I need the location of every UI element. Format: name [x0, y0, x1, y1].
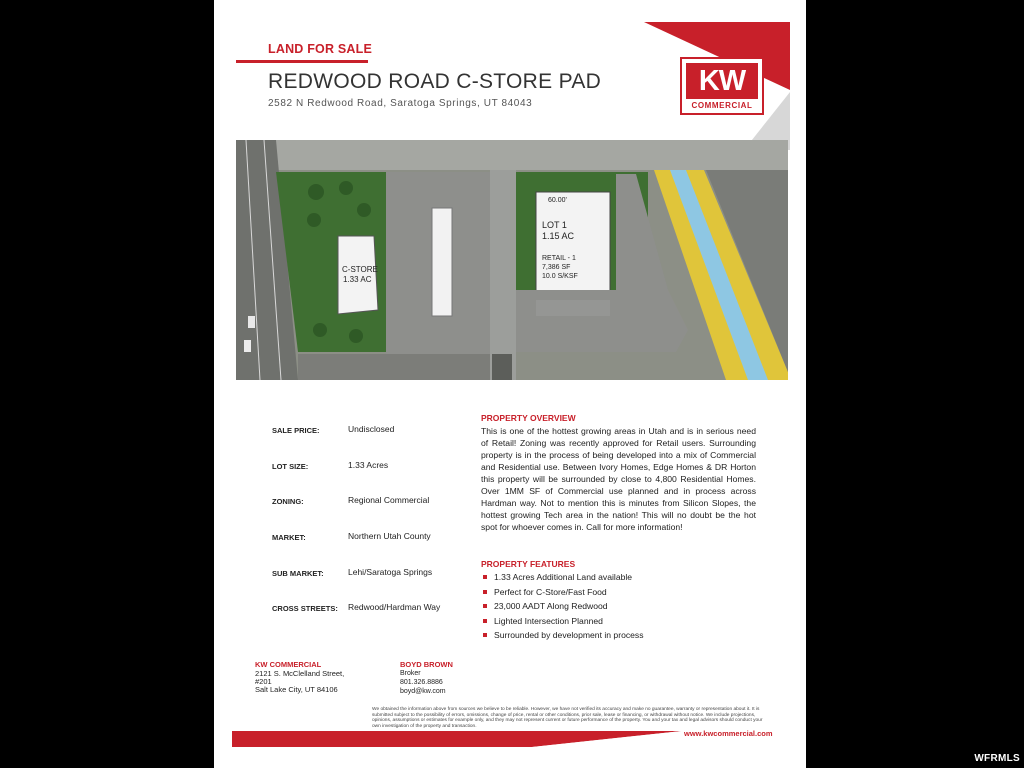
broker-phone[interactable]: 801.326.8886 [400, 679, 443, 686]
feature-item [482, 601, 644, 616]
overview-text: This is one of the hottest growing areas in Utah and is in serious need of Retail! Zoning was recently approved for Retail users. Surrounding property is in the process of being developed into a mix of Commercial and Residential use. Between Ivory Homes, Edge Homes & DR Horton this property will be surrounded by close to 4,800 Residential Homes. Over 1MM SF of Commercial use planned and in process across Hardman way. Not to mention this is minutes from Silicon Slopes, the hottest growing Tech area in the nation! This will no doubt be the hot spot for whoever comes in. Call for more information! [481, 426, 756, 532]
retail-sf: 7,386 SF [542, 264, 571, 271]
detail-row [272, 424, 512, 438]
feature-item [482, 587, 644, 602]
bullet-icon [483, 604, 487, 608]
detail-row [272, 495, 512, 509]
bullet-icon [483, 633, 487, 637]
cstore-label: C-STORE [342, 265, 378, 274]
bullet-icon [483, 575, 487, 579]
detail-row [272, 567, 512, 581]
detail-label: CROSS STREETS: [272, 604, 338, 613]
detail-label: MARKET: [272, 533, 306, 542]
bullet-icon [483, 619, 487, 623]
width-dimension: 60.00' [548, 197, 567, 204]
detail-label: SUB MARKET: [272, 569, 324, 578]
overview-heading: PROPERTY OVERVIEW [481, 413, 576, 423]
feature-text: Surrounded by development in process [494, 630, 644, 640]
detail-value: 1.33 Acres [348, 460, 389, 470]
detail-label: SALE PRICE: [272, 426, 320, 435]
website-link[interactable]: www.kwcommercial.com [684, 729, 773, 738]
detail-label: LOT SIZE: [272, 462, 309, 471]
detail-value: Undisclosed [348, 424, 395, 434]
broker-email[interactable]: boyd@kw.com [400, 688, 446, 695]
feature-text: Lighted Intersection Planned [494, 615, 603, 626]
bullet-icon [483, 590, 487, 594]
lot-acres: 1.15 AC [542, 231, 575, 241]
detail-label: ZONING: [272, 497, 304, 506]
feature-text: 1.33 Acres Additional Land available [494, 572, 633, 582]
property-title: REDWOOD ROAD C-STORE PAD [268, 70, 602, 93]
feature-text: 23,000 AADT Along Redwood [494, 601, 608, 611]
logo-mark: KW [686, 63, 758, 99]
retail-ratio: 10.0 S/KSF [542, 273, 578, 280]
footer-company: KW COMMERCIAL [255, 660, 322, 669]
detail-value: Redwood/Hardman Way [348, 602, 441, 612]
kw-commercial-logo [680, 57, 764, 115]
listing-type-tag: LAND FOR SALE [268, 42, 372, 56]
broker-title: Broker [400, 670, 421, 677]
site-plan-image [236, 140, 788, 380]
broker-name: BOYD BROWN [400, 660, 453, 669]
legal-disclaimer: We obtained the information above from sources we believe to be reliable. However, we have not verified its accuracy and make no guarantee, warranty or representation about it. It is submitted subject to the possibility of errors, omissions, change of price, rental or other conditions, prior sale, lease or financing, or withdrawal without notice. We include projections, opinions, assumptions or estimates for example only, and they may not represent current or future performance of the property. You and your tax and legal advisors should conduct your own investigation of the property and transaction. [372, 707, 763, 729]
detail-row [272, 602, 512, 616]
feature-item [482, 572, 644, 587]
features-list [482, 572, 644, 645]
footer-address-line: 2121 S. McClelland Street, [255, 669, 345, 678]
flyer-page [214, 0, 806, 768]
detail-row [272, 531, 512, 545]
retail-label: RETAIL - 1 [542, 255, 576, 262]
property-address: 2582 N Redwood Road, Saratoga Springs, UT 84043 [268, 98, 533, 109]
feature-item [482, 616, 644, 631]
detail-value: Lehi/Saratoga Springs [348, 567, 433, 577]
detail-value: Regional Commercial [348, 495, 430, 505]
feature-item [482, 630, 644, 645]
mls-watermark: WFRMLS [974, 753, 1020, 764]
cstore-acres: 1.33 AC [343, 275, 372, 284]
features-heading: PROPERTY FEATURES [481, 559, 576, 569]
footer-address-line: #201 [255, 677, 272, 686]
detail-value: Northern Utah County [348, 531, 431, 541]
lot-label: LOT 1 [542, 220, 567, 230]
footer-address-line: Salt Lake City, UT 84106 [255, 685, 338, 694]
detail-row [272, 460, 512, 474]
feature-text: Perfect for C-Store/Fast Food [494, 586, 607, 597]
logo-subtitle: COMMERCIAL [691, 101, 753, 110]
tag-underline [236, 60, 368, 63]
